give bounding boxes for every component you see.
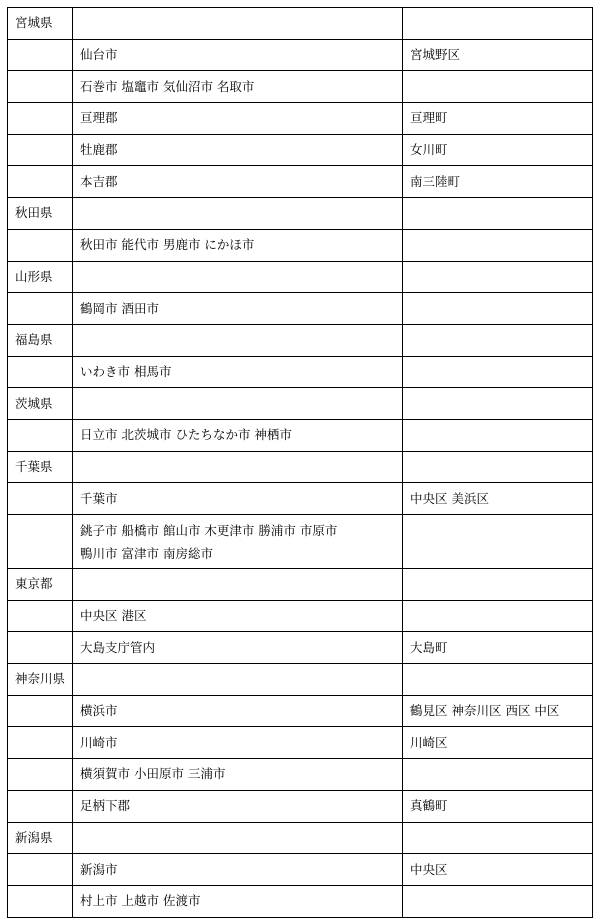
table-row	[8, 854, 593, 886]
city-cell: 鶴岡市 酒田市	[73, 293, 403, 325]
city-cell: 千葉市	[73, 483, 403, 515]
ward-cell	[403, 451, 593, 483]
prefecture-cell: 福島県	[8, 324, 73, 356]
city-cell: 川崎市	[73, 727, 403, 759]
table-row	[8, 632, 593, 664]
table-row	[8, 451, 593, 483]
prefecture-cell	[8, 695, 73, 727]
prefecture-cell	[8, 632, 73, 664]
ward-cell	[403, 8, 593, 40]
ward-cell	[403, 198, 593, 230]
prefecture-cell	[8, 71, 73, 103]
ward-cell	[403, 664, 593, 696]
prefecture-cell	[8, 515, 73, 569]
city-cell: 本吉郡	[73, 166, 403, 198]
prefecture-cell	[8, 419, 73, 451]
city-cell: 足柄下郡	[73, 790, 403, 822]
ward-cell	[403, 885, 593, 917]
table-row	[8, 388, 593, 420]
city-cell	[73, 324, 403, 356]
city-cell	[73, 569, 403, 601]
ward-cell	[403, 515, 593, 569]
table-row	[8, 8, 593, 40]
prefecture-cell	[8, 854, 73, 886]
ward-cell	[403, 71, 593, 103]
ward-cell	[403, 600, 593, 632]
city-cell: 横浜市	[73, 695, 403, 727]
ward-cell	[403, 261, 593, 293]
ward-cell: 南三陸町	[403, 166, 593, 198]
prefecture-cell	[8, 600, 73, 632]
city-cell	[73, 261, 403, 293]
ward-cell	[403, 293, 593, 325]
table-row	[8, 103, 593, 135]
region-table-body	[8, 8, 593, 918]
prefecture-cell: 神奈川県	[8, 664, 73, 696]
ward-cell	[403, 419, 593, 451]
city-line: 鴨川市 富津市 南房総市	[80, 545, 213, 561]
prefecture-cell	[8, 356, 73, 388]
prefecture-cell	[8, 293, 73, 325]
table-row	[8, 664, 593, 696]
table-row	[8, 229, 593, 261]
city-cell	[73, 8, 403, 40]
table-row	[8, 198, 593, 230]
table-row	[8, 356, 593, 388]
table-row	[8, 293, 593, 325]
ward-cell: 亘理町	[403, 103, 593, 135]
table-row	[8, 39, 593, 71]
prefecture-cell	[8, 759, 73, 791]
ward-cell	[403, 388, 593, 420]
city-cell: 中央区 港区	[73, 600, 403, 632]
region-table	[7, 7, 593, 918]
prefecture-cell	[8, 103, 73, 135]
city-cell: いわき市 相馬市	[73, 356, 403, 388]
prefecture-cell	[8, 885, 73, 917]
table-row	[8, 600, 593, 632]
table-row	[8, 885, 593, 917]
prefecture-cell	[8, 134, 73, 166]
table-row	[8, 822, 593, 854]
prefecture-cell	[8, 229, 73, 261]
city-cell: 村上市 上越市 佐渡市	[73, 885, 403, 917]
ward-cell: 真鶴町	[403, 790, 593, 822]
city-line: 銚子市 船橋市 館山市 木更津市 勝浦市 市原市	[80, 522, 338, 538]
table-row	[8, 261, 593, 293]
table-row	[8, 483, 593, 515]
prefecture-cell: 東京都	[8, 569, 73, 601]
ward-cell	[403, 229, 593, 261]
ward-cell: 宮城野区	[403, 39, 593, 71]
ward-cell	[403, 759, 593, 791]
ward-cell	[403, 822, 593, 854]
city-cell	[73, 451, 403, 483]
ward-cell: 中央区	[403, 854, 593, 886]
prefecture-cell: 茨城県	[8, 388, 73, 420]
table-row	[8, 515, 593, 569]
prefecture-cell: 千葉県	[8, 451, 73, 483]
city-cell	[73, 515, 403, 569]
city-cell: 大島支庁管内	[73, 632, 403, 664]
city-cell	[73, 388, 403, 420]
ward-cell	[403, 356, 593, 388]
prefecture-cell	[8, 39, 73, 71]
city-cell: 仙台市	[73, 39, 403, 71]
prefecture-cell: 秋田県	[8, 198, 73, 230]
prefecture-cell: 宮城県	[8, 8, 73, 40]
prefecture-cell	[8, 166, 73, 198]
city-cell: 石巻市 塩竈市 気仙沼市 名取市	[73, 71, 403, 103]
city-cell: 亘理郡	[73, 103, 403, 135]
table-row	[8, 71, 593, 103]
ward-cell: 女川町	[403, 134, 593, 166]
city-cell	[73, 822, 403, 854]
table-row	[8, 166, 593, 198]
city-cell: 新潟市	[73, 854, 403, 886]
table-row	[8, 695, 593, 727]
table-row	[8, 569, 593, 601]
ward-cell: 鶴見区 神奈川区 西区 中区	[403, 695, 593, 727]
prefecture-cell: 新潟県	[8, 822, 73, 854]
ward-cell: 中央区 美浜区	[403, 483, 593, 515]
ward-cell: 川崎区	[403, 727, 593, 759]
ward-cell: 大島町	[403, 632, 593, 664]
prefecture-cell	[8, 483, 73, 515]
table-row	[8, 790, 593, 822]
ward-cell	[403, 324, 593, 356]
city-cell: 日立市 北茨城市 ひたちなか市 神栖市	[73, 419, 403, 451]
table-row	[8, 759, 593, 791]
ward-cell	[403, 569, 593, 601]
table-row	[8, 727, 593, 759]
prefecture-cell: 山形県	[8, 261, 73, 293]
prefecture-cell	[8, 790, 73, 822]
city-cell: 秋田市 能代市 男鹿市 にかほ市	[73, 229, 403, 261]
prefecture-cell	[8, 727, 73, 759]
table-row	[8, 419, 593, 451]
city-cell	[73, 198, 403, 230]
table-row	[8, 324, 593, 356]
table-row	[8, 134, 593, 166]
city-cell: 横須賀市 小田原市 三浦市	[73, 759, 403, 791]
city-cell	[73, 664, 403, 696]
city-cell: 牡鹿郡	[73, 134, 403, 166]
